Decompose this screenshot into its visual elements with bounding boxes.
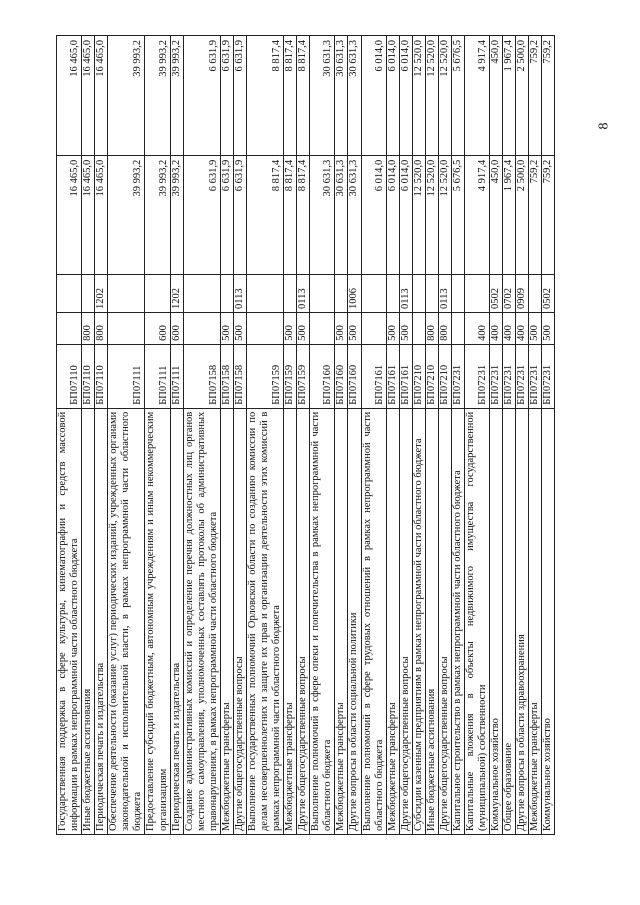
- page-number: 8: [596, 122, 612, 130]
- row-name-cell: Предоставление субсидий бюджетным, автономным учреждениям и иным некоммерческим организациям: [145, 408, 170, 834]
- row-section-code-cell: [335, 275, 348, 313]
- table-row: [95, 36, 108, 835]
- row-section-code-cell: 0113: [438, 275, 451, 313]
- row-name-cell: Другие вопросы в области здравоохранения: [516, 408, 529, 834]
- row-name-cell: Иные бюджетные ассигнования: [425, 408, 438, 834]
- row-section-code-cell: [529, 275, 542, 313]
- row-section-code-cell: [246, 275, 283, 313]
- row-sum-1-cell: 6 631,9: [233, 155, 246, 275]
- row-expense-type-cell: [183, 312, 220, 344]
- row-csr-code-cell: БП07159: [284, 344, 297, 408]
- row-csr-code-cell: БП07158: [233, 344, 246, 408]
- row-name-cell: Коммунальное хозяйство: [542, 408, 555, 834]
- row-name-cell: Периодическая печать и издательства: [95, 408, 108, 834]
- row-sum-2-cell: 39 993,2: [145, 36, 170, 156]
- row-csr-code-cell: БП07160: [310, 344, 335, 408]
- row-csr-code-cell: БП07111: [145, 344, 170, 408]
- row-sum-2-cell: 30 631,3: [335, 36, 348, 156]
- table-row: [233, 36, 246, 835]
- row-expense-type-cell: 500: [233, 312, 246, 344]
- row-sum-1-cell: 6 631,9: [183, 155, 220, 275]
- row-section-code-cell: 0502: [542, 275, 555, 313]
- row-section-code-cell: [82, 275, 95, 313]
- row-section-code-cell: [145, 275, 170, 313]
- row-csr-code-cell: БП07231: [451, 344, 464, 408]
- row-name-cell: Межбюджетные трансферты: [386, 408, 399, 834]
- row-expense-type-cell: 400: [516, 312, 529, 344]
- row-section-code-cell: [220, 275, 233, 313]
- table-row: [503, 36, 516, 835]
- row-section-code-cell: 0909: [516, 275, 529, 313]
- row-csr-code-cell: БП07110: [95, 344, 108, 408]
- table-row: [516, 36, 529, 835]
- row-sum-1-cell: 450,0: [490, 155, 503, 275]
- row-sum-1-cell: 30 631,3: [310, 155, 335, 275]
- row-expense-type-cell: [246, 312, 283, 344]
- row-sum-2-cell: 8 817,4: [297, 36, 310, 156]
- row-expense-type-cell: 500: [399, 312, 412, 344]
- row-name-cell: Субсидии казенным предприятиям в рамках непрограммной части областного бюджета: [412, 408, 425, 834]
- row-expense-type-cell: [310, 312, 335, 344]
- row-section-code-cell: 1006: [348, 275, 361, 313]
- row-section-code-cell: [425, 275, 438, 313]
- row-sum-1-cell: 39 993,2: [108, 155, 145, 275]
- table-row: [82, 36, 95, 835]
- row-csr-code-cell: БП07210: [425, 344, 438, 408]
- row-sum-2-cell: 16 465,0: [82, 36, 95, 156]
- table-row: [386, 36, 399, 835]
- row-sum-1-cell: 8 817,4: [284, 155, 297, 275]
- row-csr-code-cell: БП07231: [529, 344, 542, 408]
- row-name-cell: Другие общегосударственные вопросы: [233, 408, 246, 834]
- row-expense-type-cell: 800: [95, 312, 108, 344]
- row-section-code-cell: [310, 275, 335, 313]
- row-sum-1-cell: 12 520,0: [438, 155, 451, 275]
- row-sum-2-cell: 450,0: [490, 36, 503, 156]
- row-sum-1-cell: 30 631,3: [348, 155, 361, 275]
- row-sum-1-cell: 2 500,0: [516, 155, 529, 275]
- row-name-cell: Другие общегосударственные вопросы: [297, 408, 310, 834]
- row-name-cell: Периодическая печать и издательства: [170, 408, 183, 834]
- row-name-cell: Межбюджетные трансферты: [284, 408, 297, 834]
- row-sum-2-cell: 12 520,0: [425, 36, 438, 156]
- row-sum-1-cell: 12 520,0: [412, 155, 425, 275]
- table-row: [438, 36, 451, 835]
- row-expense-type-cell: 400: [490, 312, 503, 344]
- table-row: [183, 36, 220, 835]
- row-section-code-cell: 0113: [233, 275, 246, 313]
- row-sum-2-cell: 39 993,2: [170, 36, 183, 156]
- table-row: [145, 36, 170, 835]
- row-sum-1-cell: 6 014,0: [399, 155, 412, 275]
- row-name-cell: Выполнение государственных полномочий Орловской области по созданию комиссии по делам несовершеннолетних и защите их прав и организации деятельности этих комиссий в рамках непрограммной части областного бюджета: [246, 408, 283, 834]
- row-sum-1-cell: 8 817,4: [297, 155, 310, 275]
- row-sum-1-cell: 39 993,2: [170, 155, 183, 275]
- row-sum-1-cell: 16 465,0: [57, 155, 82, 275]
- row-name-cell: Общее образование: [503, 408, 516, 834]
- row-expense-type-cell: 500: [348, 312, 361, 344]
- row-sum-2-cell: 6 631,9: [233, 36, 246, 156]
- row-name-cell: Межбюджетные трансферты: [220, 408, 233, 834]
- table-row: [542, 36, 555, 835]
- row-sum-2-cell: 6 014,0: [386, 36, 399, 156]
- table-row: [348, 36, 361, 835]
- row-sum-1-cell: 4 917,4: [465, 155, 490, 275]
- row-expense-type-cell: 500: [386, 312, 399, 344]
- row-csr-code-cell: БП07210: [438, 344, 451, 408]
- row-section-code-cell: 0702: [503, 275, 516, 313]
- row-sum-1-cell: 759,2: [529, 155, 542, 275]
- row-csr-code-cell: БП07158: [220, 344, 233, 408]
- row-sum-2-cell: 759,2: [542, 36, 555, 156]
- row-sum-2-cell: 16 465,0: [57, 36, 82, 156]
- table-row: [490, 36, 503, 835]
- row-sum-1-cell: 16 465,0: [95, 155, 108, 275]
- row-expense-type-cell: [361, 312, 386, 344]
- row-csr-code-cell: БП07231: [490, 344, 503, 408]
- row-csr-code-cell: БП07161: [361, 344, 386, 408]
- row-sum-2-cell: 4 917,4: [465, 36, 490, 156]
- row-expense-type-cell: 800: [82, 312, 95, 344]
- row-expense-type-cell: 400: [503, 312, 516, 344]
- row-section-code-cell: 1202: [95, 275, 108, 313]
- row-name-cell: Другие общегосударственные вопросы: [399, 408, 412, 834]
- table-row: [465, 36, 490, 835]
- row-sum-1-cell: 12 520,0: [425, 155, 438, 275]
- row-csr-code-cell: БП07231: [516, 344, 529, 408]
- row-sum-2-cell: 759,2: [529, 36, 542, 156]
- row-sum-2-cell: 8 817,4: [246, 36, 283, 156]
- row-csr-code-cell: БП07231: [503, 344, 516, 408]
- row-csr-code-cell: БП07160: [335, 344, 348, 408]
- row-expense-type-cell: 500: [529, 312, 542, 344]
- row-expense-type-cell: 500: [297, 312, 310, 344]
- table-row: [57, 36, 82, 835]
- table-row: [451, 36, 464, 835]
- row-section-code-cell: [465, 275, 490, 313]
- row-sum-2-cell: 8 817,4: [284, 36, 297, 156]
- row-sum-1-cell: 1 967,4: [503, 155, 516, 275]
- row-sum-1-cell: 6 014,0: [386, 155, 399, 275]
- row-expense-type-cell: 800: [438, 312, 451, 344]
- row-name-cell: Обеспечение деятельности (оказание услуг) периодических изданий, учрежденных органами законодательной и исполнительной власти, в рамках непрограммной части областного бюджета: [108, 408, 145, 834]
- row-section-code-cell: [284, 275, 297, 313]
- row-section-code-cell: [361, 275, 386, 313]
- row-expense-type-cell: 600: [170, 312, 183, 344]
- row-sum-1-cell: 6 014,0: [361, 155, 386, 275]
- table-row: [412, 36, 425, 835]
- row-section-code-cell: [57, 275, 82, 313]
- row-name-cell: Межбюджетные трансферты: [529, 408, 542, 834]
- row-sum-2-cell: 6 631,9: [220, 36, 233, 156]
- row-sum-2-cell: 16 465,0: [95, 36, 108, 156]
- row-sum-2-cell: 30 631,3: [310, 36, 335, 156]
- row-sum-2-cell: 1 967,4: [503, 36, 516, 156]
- row-name-cell: Создание административных комиссий и определение перечня должностных лиц органов местного самоуправления, уполномоченных составлять протоколы об административных правонарушениях, в рамках непрограммной части областного бюджета: [183, 408, 220, 834]
- row-expense-type-cell: 800: [425, 312, 438, 344]
- row-sum-2-cell: 6 631,9: [183, 36, 220, 156]
- row-name-cell: Межбюджетные трансферты: [335, 408, 348, 834]
- rotated-page-content: [56, 35, 598, 835]
- row-name-cell: Капитальное строительство в рамках непрограммной части областного бюджета: [451, 408, 464, 834]
- table-row: [529, 36, 542, 835]
- table-row: [284, 36, 297, 835]
- table-row: [297, 36, 310, 835]
- row-csr-code-cell: БП07111: [108, 344, 145, 408]
- row-sum-2-cell: 2 500,0: [516, 36, 529, 156]
- row-expense-type-cell: [57, 312, 82, 344]
- table-row: [425, 36, 438, 835]
- row-name-cell: Коммунальное хозяйство: [490, 408, 503, 834]
- table-row: [310, 36, 335, 835]
- row-csr-code-cell: БП07161: [386, 344, 399, 408]
- row-sum-2-cell: 6 014,0: [399, 36, 412, 156]
- row-expense-type-cell: [412, 312, 425, 344]
- row-csr-code-cell: БП07110: [82, 344, 95, 408]
- row-section-code-cell: [451, 275, 464, 313]
- row-sum-2-cell: 6 014,0: [361, 36, 386, 156]
- row-expense-type-cell: 600: [145, 312, 170, 344]
- budget-table: [56, 35, 555, 835]
- row-sum-2-cell: 39 993,2: [108, 36, 145, 156]
- table-row: [335, 36, 348, 835]
- row-name-cell: Государственная поддержка в сфере культуры, кинематографии и средств массовой информации в рамках непрограммной части областного бюджета: [57, 408, 82, 834]
- row-section-code-cell: [412, 275, 425, 313]
- row-section-code-cell: [386, 275, 399, 313]
- row-csr-code-cell: БП07159: [297, 344, 310, 408]
- row-section-code-cell: 1202: [170, 275, 183, 313]
- row-csr-code-cell: БП07231: [465, 344, 490, 408]
- table-row: [220, 36, 233, 835]
- row-sum-2-cell: 12 520,0: [438, 36, 451, 156]
- table-row: [399, 36, 412, 835]
- row-name-cell: Другие вопросы в области социальной политики: [348, 408, 361, 834]
- table-row: [246, 36, 283, 835]
- row-section-code-cell: [183, 275, 220, 313]
- row-sum-1-cell: 6 631,9: [220, 155, 233, 275]
- row-csr-code-cell: БП07110: [57, 344, 82, 408]
- row-sum-2-cell: 12 520,0: [412, 36, 425, 156]
- row-csr-code-cell: БП07160: [348, 344, 361, 408]
- row-csr-code-cell: БП07159: [246, 344, 283, 408]
- row-sum-1-cell: 30 631,3: [335, 155, 348, 275]
- row-sum-1-cell: 8 817,4: [246, 155, 283, 275]
- row-name-cell: Иные бюджетные ассигнования: [82, 408, 95, 834]
- row-expense-type-cell: [451, 312, 464, 344]
- table-row: [108, 36, 145, 835]
- row-expense-type-cell: 500: [220, 312, 233, 344]
- row-sum-1-cell: 39 993,2: [145, 155, 170, 275]
- row-csr-code-cell: БП07158: [183, 344, 220, 408]
- row-name-cell: Выполнение полномочий в сфере трудовых отношений в рамках непрограммной части областного бюджета: [361, 408, 386, 834]
- row-expense-type-cell: 400: [465, 312, 490, 344]
- row-sum-1-cell: 759,2: [542, 155, 555, 275]
- row-section-code-cell: [108, 275, 145, 313]
- table-row: [361, 36, 386, 835]
- row-csr-code-cell: БП07111: [170, 344, 183, 408]
- row-sum-2-cell: 5 676,5: [451, 36, 464, 156]
- row-expense-type-cell: [108, 312, 145, 344]
- table-row: [170, 36, 183, 835]
- row-section-code-cell: 0113: [399, 275, 412, 313]
- row-csr-code-cell: БП07231: [542, 344, 555, 408]
- row-name-cell: Выполнение полномочий в сфере опеки и попечительства в рамках непрограммной части областного бюджета: [310, 408, 335, 834]
- row-section-code-cell: 0113: [297, 275, 310, 313]
- row-csr-code-cell: БП07210: [412, 344, 425, 408]
- row-sum-2-cell: 30 631,3: [348, 36, 361, 156]
- row-name-cell: Другие общегосударственные вопросы: [438, 408, 451, 834]
- row-section-code-cell: 0502: [490, 275, 503, 313]
- row-sum-1-cell: 16 465,0: [82, 155, 95, 275]
- row-name-cell: Капитальные вложения в объекты недвижимого имущества государственной (муниципальной) собственности: [465, 408, 490, 834]
- row-expense-type-cell: 500: [542, 312, 555, 344]
- row-sum-1-cell: 5 676,5: [451, 155, 464, 275]
- row-expense-type-cell: 500: [335, 312, 348, 344]
- budget-table-body: [57, 36, 555, 835]
- row-expense-type-cell: 500: [284, 312, 297, 344]
- row-csr-code-cell: БП07161: [399, 344, 412, 408]
